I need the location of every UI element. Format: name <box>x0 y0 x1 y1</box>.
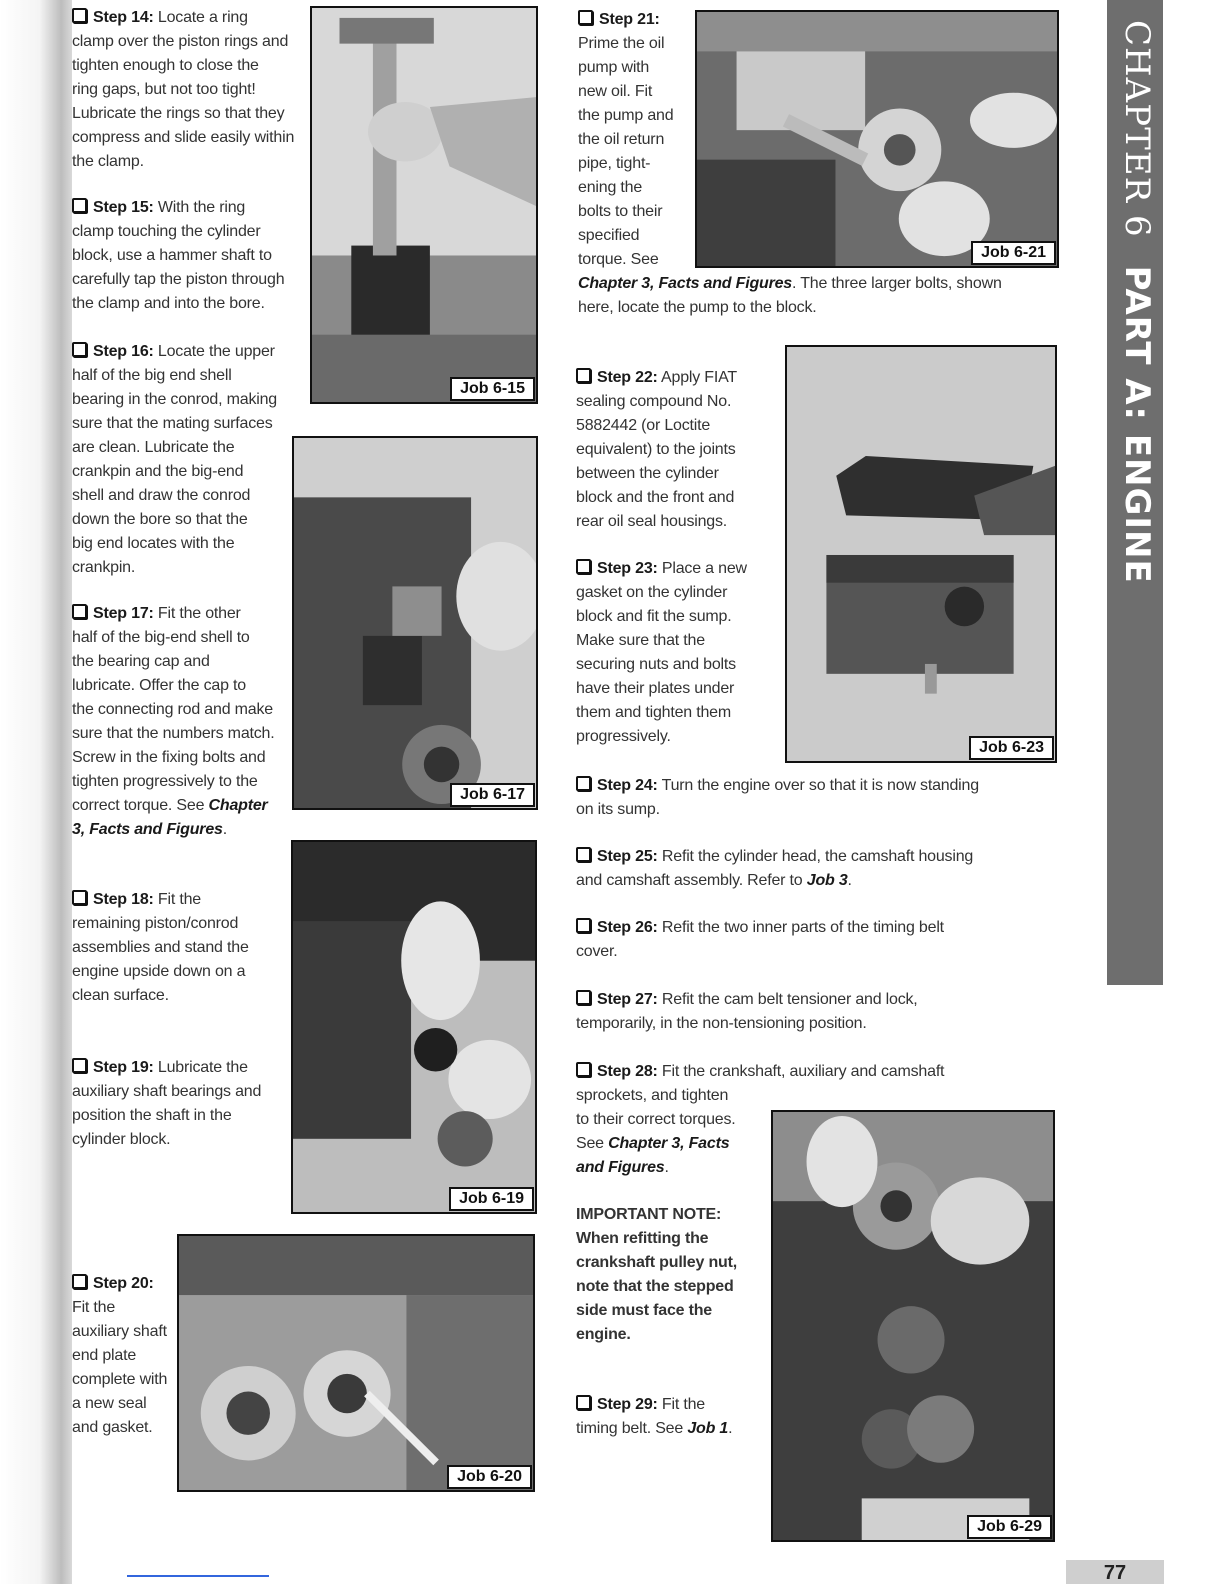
chapter-reference: and Figures <box>576 1159 665 1176</box>
step-label: Step 19: <box>93 1059 154 1076</box>
step-text: pipe, tight- <box>578 155 651 172</box>
chapter-reference: Chapter <box>208 797 268 814</box>
chapter-reference: Chapter 3, Facts <box>608 1135 730 1152</box>
checkbox-icon <box>72 342 87 357</box>
step-text: specified <box>578 227 640 244</box>
step-text: Locate a ring <box>157 9 248 26</box>
step-text: complete with <box>72 1371 168 1388</box>
step-text: to their correct torques. <box>576 1111 736 1128</box>
step-text: sure that the mating surfaces <box>72 415 273 432</box>
job-reference: Job 1 <box>687 1420 729 1437</box>
step-25 <box>576 845 1076 893</box>
step-text: the connecting rod and make <box>72 701 273 718</box>
step-text: ening the <box>578 179 643 196</box>
photo-caption: Job 6-15 <box>450 377 535 401</box>
step-text: and camshaft assembly. Refer to <box>576 872 803 889</box>
checkbox-icon <box>576 776 591 791</box>
step-text: Fit the <box>157 891 201 908</box>
step-text: Prime the oil <box>578 35 665 52</box>
step-20 <box>72 1272 176 1440</box>
photo-caption: Job 6-17 <box>450 783 535 807</box>
step-text: progressively. <box>576 728 671 745</box>
step-text: Fit the other <box>157 605 241 622</box>
step-text: sealing compound No. <box>576 393 732 410</box>
step-text: cover. <box>576 943 618 960</box>
checkbox-icon <box>576 559 591 574</box>
photo-caption: Job 6-29 <box>967 1515 1052 1539</box>
step-text: tighten enough to close the <box>72 57 259 74</box>
part-label: PART A: ENGINE <box>1117 265 1157 584</box>
step-text: . <box>664 1159 669 1176</box>
step-text: torque. See <box>578 251 659 268</box>
step-text: Lubricate the rings so that they <box>72 105 285 122</box>
step-text: clamp over the piston rings and <box>72 33 289 50</box>
step-text: compress and slide easily within <box>72 129 295 146</box>
step-text: . <box>222 821 227 838</box>
step-text: block, use a hammer shaft to <box>72 247 272 264</box>
photo-caption: Job 6-19 <box>449 1187 534 1211</box>
step-text: Screw in the fixing bolts and <box>72 749 266 766</box>
sump-gasket-image <box>787 347 1055 761</box>
step-label: Step 22: <box>597 369 658 386</box>
step-text: tighten progressively to the <box>72 773 258 790</box>
step-text: Fit the <box>72 1299 116 1316</box>
step-18 <box>72 888 290 1008</box>
step-26 <box>576 916 1076 964</box>
photo-job-6-20 <box>177 1234 535 1492</box>
step-label: Step 14: <box>93 9 154 26</box>
checkbox-icon <box>576 368 591 383</box>
step-text: the oil return <box>578 131 665 148</box>
note-text: note that the stepped <box>576 1278 734 1295</box>
step-text: bolts to their <box>578 203 663 220</box>
step-text: the bearing cap and <box>72 653 210 670</box>
hammer-piston-image <box>312 8 536 402</box>
step-text: big end locates with the <box>72 535 235 552</box>
step-text: block and fit the sump. <box>576 608 732 625</box>
step-text: remaining piston/conrod <box>72 915 239 932</box>
end-plate-image <box>179 1236 533 1490</box>
step-text: assemblies and stand the <box>72 939 249 956</box>
photo-job-6-23 <box>785 345 1057 763</box>
step-23 <box>576 557 784 749</box>
step-label: Step 23: <box>597 560 658 577</box>
page-number: 77 <box>1066 1560 1164 1584</box>
step-29 <box>576 1393 768 1441</box>
step-text: 5882442 (or Loctite <box>576 417 711 434</box>
step-label: Step 18: <box>93 891 154 908</box>
step-text: clamp touching the cylinder <box>72 223 261 240</box>
step-text: equivalent) to the joints <box>576 441 736 458</box>
step-label: Step 26: <box>597 919 658 936</box>
step-text: correct torque. See <box>72 797 205 814</box>
step-label: Step 29: <box>597 1396 658 1413</box>
step-text: cylinder block. <box>72 1131 171 1148</box>
step-text: and gasket. <box>72 1419 153 1436</box>
chapter-reference: 3, Facts and Figures <box>72 821 223 838</box>
step-text: Refit the cylinder head, the camshaft housing <box>661 848 974 865</box>
step-text: Make sure that the <box>576 632 705 649</box>
step-text: down the bore so that the <box>72 511 248 528</box>
photo-job-6-29 <box>771 1110 1055 1542</box>
photo-caption: Job 6-21 <box>971 241 1056 265</box>
checkbox-icon <box>72 890 87 905</box>
step-text: With the ring <box>157 199 246 216</box>
page-gutter-shadow <box>0 0 72 1584</box>
note-text: side must face the <box>576 1302 713 1319</box>
step-label: Step 16: <box>93 343 154 360</box>
checkbox-icon <box>72 604 87 619</box>
photo-job-6-17 <box>292 436 538 810</box>
step-text: have their plates under <box>576 680 735 697</box>
step-label: Step 21: <box>599 11 660 28</box>
checkbox-icon <box>576 847 591 862</box>
step-text: Fit the <box>661 1396 705 1413</box>
step-text: end plate <box>72 1347 137 1364</box>
step-text: lubricate. Offer the cap to <box>72 677 246 694</box>
step-text: rear oil seal housings. <box>576 513 728 530</box>
step-text: temporarily, in the non-tensioning position. <box>576 1015 867 1032</box>
auxiliary-shaft-image <box>293 842 535 1212</box>
step-text: Place a new <box>661 560 747 577</box>
checkbox-icon <box>576 1062 591 1077</box>
step-text: . The three larger bolts, shown <box>792 275 1002 292</box>
step-15 <box>72 196 308 316</box>
step-14 <box>72 6 308 174</box>
step-text: the clamp and into the bore. <box>72 295 265 312</box>
note-text: engine. <box>576 1326 631 1343</box>
step-label: Step 20: <box>93 1275 154 1292</box>
step-text: Lubricate the <box>157 1059 248 1076</box>
step-label: Step 24: <box>597 777 658 794</box>
step-text: the pump and <box>578 107 674 124</box>
step-text: . <box>847 872 852 889</box>
checkbox-icon <box>72 1274 87 1289</box>
step-21-continued <box>578 272 1078 320</box>
step-text: Turn the engine over so that it is now standing <box>661 777 979 794</box>
step-text: Refit the cam belt tensioner and lock, <box>661 991 918 1008</box>
photo-job-6-19 <box>291 840 537 1214</box>
step-text: block and the front and <box>576 489 735 506</box>
chapter-side-title <box>1113 20 1157 970</box>
step-text: gasket on the cylinder <box>576 584 728 601</box>
step-16 <box>72 340 302 580</box>
job-reference: Job 3 <box>806 872 848 889</box>
step-label: Step 27: <box>597 991 658 1008</box>
checkbox-icon <box>576 990 591 1005</box>
step-27 <box>576 988 1076 1036</box>
step-text: . <box>728 1420 733 1437</box>
checkbox-icon <box>72 1058 87 1073</box>
step-text: ring gaps, but not too tight! <box>72 81 256 98</box>
step-text: on its sump. <box>576 801 660 818</box>
checkbox-icon <box>576 918 591 933</box>
conrod-cap-image <box>294 438 536 808</box>
step-label: Step 28: <box>597 1063 658 1080</box>
step-21 <box>578 8 696 272</box>
step-text: are clean. Lubricate the <box>72 439 235 456</box>
step-text: auxiliary shaft bearings and <box>72 1083 262 1100</box>
step-text: pump with <box>578 59 650 76</box>
underline-mark <box>127 1575 269 1577</box>
step-text: auxiliary shaft <box>72 1323 167 1340</box>
step-text: engine upside down on a <box>72 963 246 980</box>
step-text: sprockets, and tighten <box>576 1087 729 1104</box>
chapter-reference: Chapter 3, Facts and Figures <box>578 275 793 292</box>
checkbox-icon <box>578 10 593 25</box>
checkbox-icon <box>576 1395 591 1410</box>
step-text: crankpin. <box>72 559 136 576</box>
step-text: timing belt. See <box>576 1420 684 1437</box>
note-heading: IMPORTANT NOTE: <box>576 1206 722 1223</box>
checkbox-icon <box>72 198 87 213</box>
step-text: clean surface. <box>72 987 169 1004</box>
step-label: Step 15: <box>93 199 154 216</box>
step-text: a new seal <box>72 1395 147 1412</box>
step-24 <box>576 774 1076 822</box>
step-text: Refit the two inner parts of the timing belt <box>661 919 944 936</box>
step-text: crankpin and the big-end <box>72 463 244 480</box>
oil-pump-image <box>697 12 1057 266</box>
step-text: Apply FIAT <box>661 369 737 386</box>
photo-job-6-15 <box>310 6 538 404</box>
important-note <box>576 1203 768 1347</box>
step-label: Step 25: <box>597 848 658 865</box>
step-text: shell and draw the conrod <box>72 487 251 504</box>
step-text: half of the big end shell <box>72 367 232 384</box>
note-text: crankshaft pulley nut, <box>576 1254 737 1271</box>
photo-job-6-21 <box>695 10 1059 268</box>
step-text: Fit the crankshaft, auxiliary and camshaft <box>661 1063 945 1080</box>
step-text: here, locate the pump to the block. <box>578 299 817 316</box>
step-text: them and tighten them <box>576 704 732 721</box>
step-text: Locate the upper <box>157 343 275 360</box>
step-text: See <box>576 1135 604 1152</box>
step-22 <box>576 366 784 534</box>
step-text: the clamp. <box>72 153 144 170</box>
step-label: Step 17: <box>93 605 154 622</box>
step-text: sure that the numbers match. <box>72 725 275 742</box>
step-text: bearing in the conrod, making <box>72 391 277 408</box>
photo-caption: Job 6-23 <box>969 736 1054 760</box>
checkbox-icon <box>72 8 87 23</box>
step-17 <box>72 602 290 842</box>
timing-belt-image <box>773 1112 1053 1540</box>
step-text: half of the big-end shell to <box>72 629 250 646</box>
step-text: securing nuts and bolts <box>576 656 736 673</box>
step-text: new oil. Fit <box>578 83 653 100</box>
step-19 <box>72 1056 290 1152</box>
note-text: When refitting the <box>576 1230 709 1247</box>
step-text: between the cylinder <box>576 465 719 482</box>
step-text: carefully tap the piston through <box>72 271 285 288</box>
photo-caption: Job 6-20 <box>447 1465 532 1489</box>
step-text: position the shaft in the <box>72 1107 232 1124</box>
chapter-label: CHAPTER 6 <box>1117 20 1157 238</box>
